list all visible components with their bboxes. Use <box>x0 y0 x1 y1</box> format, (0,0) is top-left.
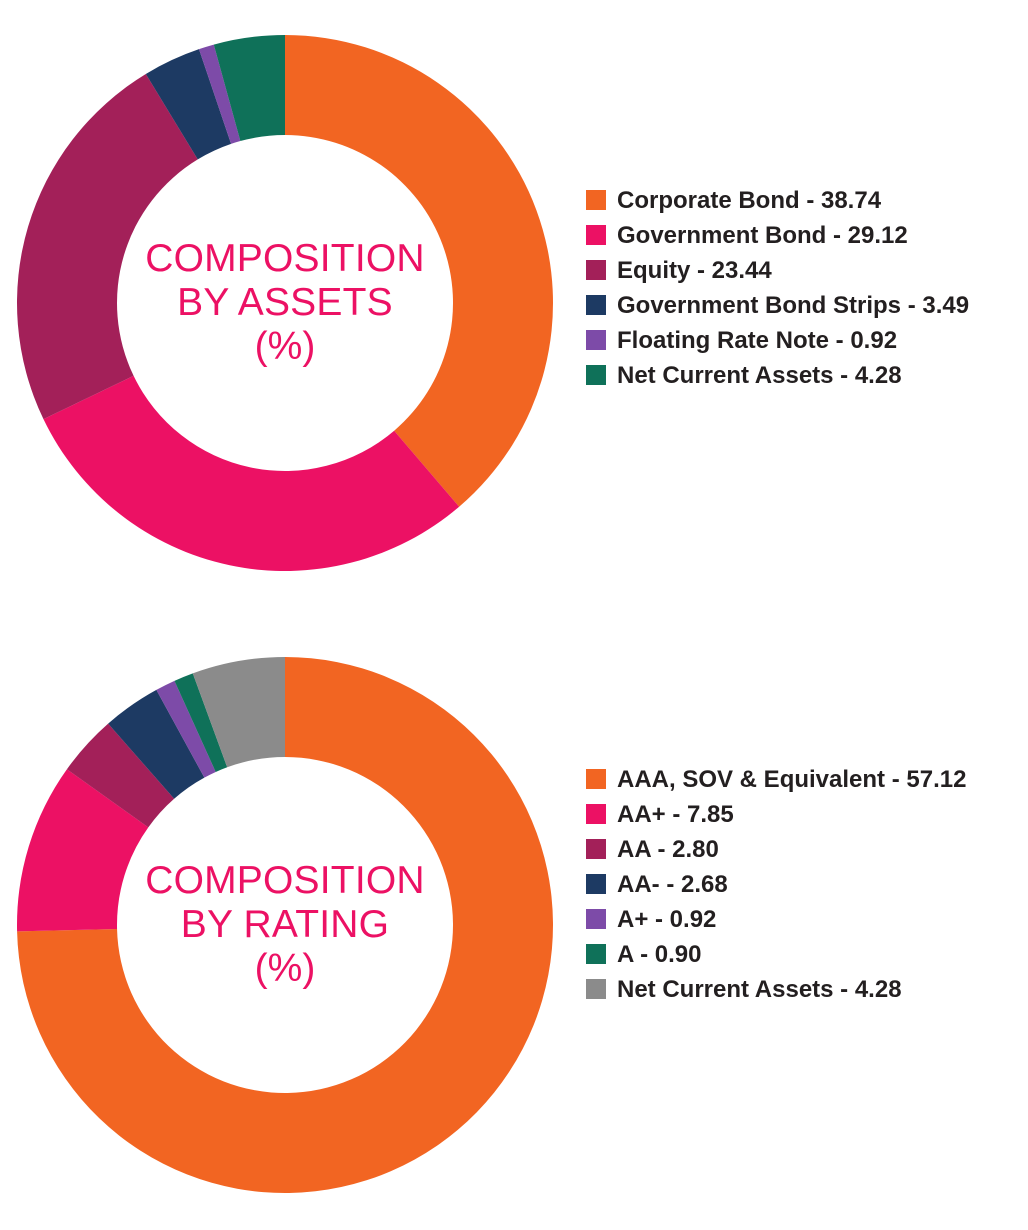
legend-color-swatch <box>586 874 606 894</box>
legend-color-swatch <box>586 225 606 245</box>
assets-legend <box>570 186 1028 396</box>
legend-label: Net Current Assets - 4.28 <box>617 362 902 389</box>
rating-legend-item <box>586 835 1028 865</box>
legend-label: Government Bond - 29.12 <box>617 222 908 249</box>
legend-color-swatch <box>586 979 606 999</box>
legend-color-swatch <box>586 330 606 350</box>
assets-legend-item <box>586 221 1028 251</box>
assets-legend-item <box>586 186 1028 216</box>
legend-color-swatch <box>586 260 606 280</box>
rating-donut-svg <box>0 640 570 1210</box>
assets-legend-item <box>586 256 1028 286</box>
legend-color-swatch <box>586 769 606 789</box>
assets-slice <box>17 74 198 419</box>
legend-label: Floating Rate Note - 0.92 <box>617 327 898 354</box>
assets-slice <box>43 376 459 571</box>
legend-color-swatch <box>586 804 606 824</box>
legend-color-swatch <box>586 190 606 210</box>
rating-legend-item <box>586 765 1028 795</box>
assets-donut <box>0 18 570 588</box>
legend-color-swatch <box>586 944 606 964</box>
composition-by-assets-chart <box>0 18 1028 608</box>
legend-label: Net Current Assets - 4.28 <box>617 976 902 1003</box>
legend-label: AA- - 2.68 <box>617 871 728 898</box>
rating-legend-item <box>586 905 1028 935</box>
legend-color-swatch <box>586 365 606 385</box>
legend-label: Corporate Bond - 38.74 <box>617 187 882 214</box>
legend-label: AA - 2.80 <box>617 836 719 863</box>
legend-color-swatch <box>586 295 606 315</box>
rating-legend-item <box>586 870 1028 900</box>
legend-label: A+ - 0.92 <box>617 906 717 933</box>
assets-donut-svg <box>0 18 570 588</box>
legend-label: Government Bond Strips - 3.49 <box>617 292 970 319</box>
legend-label: AAA, SOV & Equivalent - 57.12 <box>617 766 967 793</box>
assets-slice <box>285 35 553 507</box>
assets-chart-subtitle: (%) <box>254 324 316 368</box>
rating-legend-item <box>586 975 1028 1005</box>
legend-label: Equity - 23.44 <box>617 257 772 284</box>
rating-chart-title: COMPOSITION BY RATING <box>145 859 425 947</box>
rating-legend <box>570 765 1028 1010</box>
legend-label: A - 0.90 <box>617 941 702 968</box>
legend-label: AA+ - 7.85 <box>617 801 734 828</box>
legend-color-swatch <box>586 909 606 929</box>
rating-donut <box>0 640 570 1210</box>
assets-legend-item <box>586 361 1028 391</box>
assets-legend-item <box>586 326 1028 356</box>
rating-legend-item <box>586 800 1028 830</box>
assets-legend-item <box>586 291 1028 321</box>
composition-by-rating-chart <box>0 640 1028 1230</box>
rating-chart-subtitle: (%) <box>254 946 316 990</box>
rating-legend-item <box>586 940 1028 970</box>
assets-chart-title: COMPOSITION BY ASSETS <box>145 237 425 325</box>
legend-color-swatch <box>586 839 606 859</box>
